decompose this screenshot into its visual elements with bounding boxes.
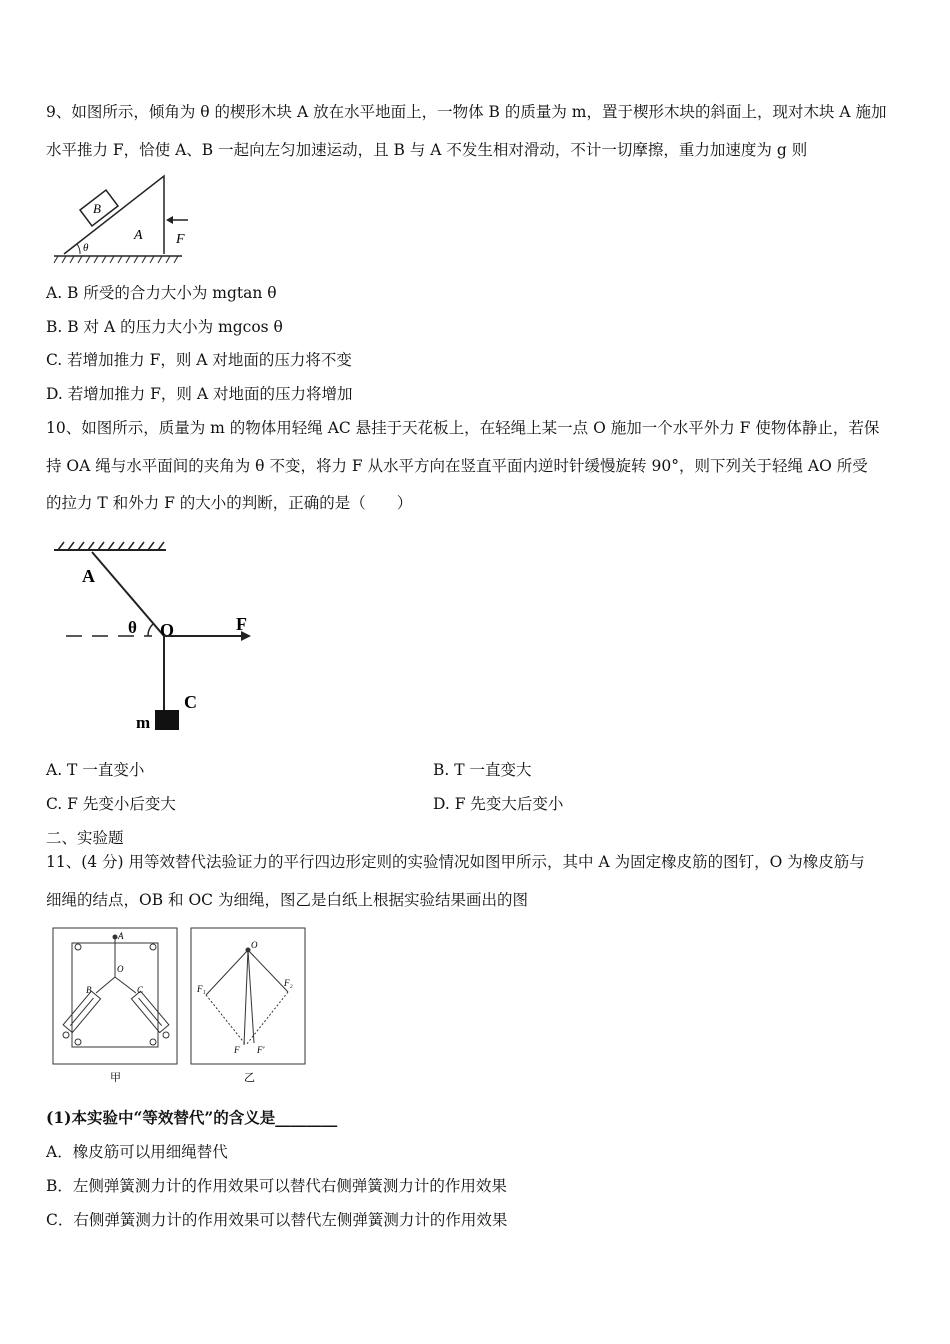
q9-label-f: F (176, 232, 185, 247)
q11-jia-label-b: B (86, 985, 92, 995)
q10-label-a: A (82, 566, 95, 586)
q11-option-c[interactable]: C．右侧弹簧测力计的作用效果可以替代左侧弹簧测力计的作用效果 (46, 1211, 508, 1229)
q9-stem-line1: 9、如图所示，倾角为 θ 的楔形木块 A 放在水平地面上，一物体 B 的质量为 m，置于楔形木块的斜面上，现对木块 A 施加 (46, 103, 887, 121)
q11-stem-line2: 细绳的结点，OB 和 OC 为细绳，图乙是白纸上根据实验结果画出的图 (46, 891, 528, 909)
q10-option-d[interactable]: D. F 先变大后变小 (433, 795, 564, 813)
q9-label-theta: θ (83, 242, 89, 254)
q11-yi-label-f: F (234, 1045, 240, 1055)
q9-wedge-figure (50, 170, 190, 270)
q11-stem-line1: 11、(4 分) 用等效替代法验证力的平行四边形定则的实验情况如图甲所示，其中 A 为固定橡皮筋的图钉，O 为橡皮筋与 (46, 853, 865, 871)
q10-stem-line2: 持 OA 绳与水平面间的夹角为 θ 不变，将力 F 从水平方向在竖直平面内逆时针缓慢旋转 90°，则下列关于轻绳 AO 所受 (46, 457, 868, 475)
q9-option-a[interactable]: A. B 所受的合力大小为 mgtan θ (46, 284, 277, 302)
q11-yi-label-f1: F₁ (197, 984, 206, 994)
q11-jia-label-a: A (118, 931, 124, 941)
q11-option-b[interactable]: B．左侧弹簧测力计的作用效果可以替代右侧弹簧测力计的作用效果 (46, 1177, 507, 1195)
q11-jia-label-o: O (117, 964, 124, 974)
q11-yi-label-o: O (251, 940, 258, 950)
q9-option-d[interactable]: D. 若增加推力 F，则 A 对地面的压力将增加 (46, 385, 353, 403)
q11-yi-label-fprime: F′ (257, 1045, 265, 1055)
q10-option-a[interactable]: A. T 一直变小 (46, 761, 145, 779)
q10-stem-line3: 的拉力 T 和外力 F 的大小的判断，正确的是（ ） (46, 494, 413, 512)
q9-label-a: A (134, 228, 143, 243)
q10-label-c: C (184, 692, 197, 712)
q10-stem-line1: 10、如图所示，质量为 m 的物体用轻绳 AC 悬挂于天花板上，在轻绳上某一点 O 施加一个水平外力 F 使物体静止，若保 (46, 419, 880, 437)
q11-option-a[interactable]: A．橡皮筋可以用细绳替代 (46, 1143, 228, 1161)
q11-yi-label-f2: F₂ (284, 978, 293, 988)
q10-label-m: m (136, 713, 151, 732)
q9-option-c[interactable]: C. 若增加推力 F，则 A 对地面的压力将不变 (46, 351, 352, 369)
q10-rope-figure (52, 540, 272, 740)
q9-label-b: B (93, 201, 101, 216)
q11-subquestion-1: (1)本实验中“等效替代”的含义是________ (46, 1108, 338, 1127)
q11-figure-jia (50, 925, 182, 1085)
q11-jia-label-c: C (137, 985, 144, 995)
q9-stem-line2: 水平推力 F，恰使 A、B 一起向左匀加速运动，且 B 与 A 不发生相对滑动，不计一切摩擦，重力加速度为 g 则 (46, 141, 808, 159)
q10-option-b[interactable]: B. T 一直变大 (433, 761, 532, 779)
q10-option-c[interactable]: C. F 先变小后变大 (46, 795, 176, 813)
q9-option-b[interactable]: B. B 对 A 的压力大小为 mgcos θ (46, 318, 283, 336)
q10-label-o: O (160, 620, 175, 640)
q11-figure-yi (188, 925, 308, 1085)
q10-label-theta: θ (128, 618, 137, 637)
q10-label-f: F (236, 614, 247, 634)
q11-yi-caption: 乙 (244, 1072, 255, 1084)
q11-jia-caption: 甲 (110, 1072, 121, 1084)
section-heading: 二、实验题 (46, 829, 124, 847)
